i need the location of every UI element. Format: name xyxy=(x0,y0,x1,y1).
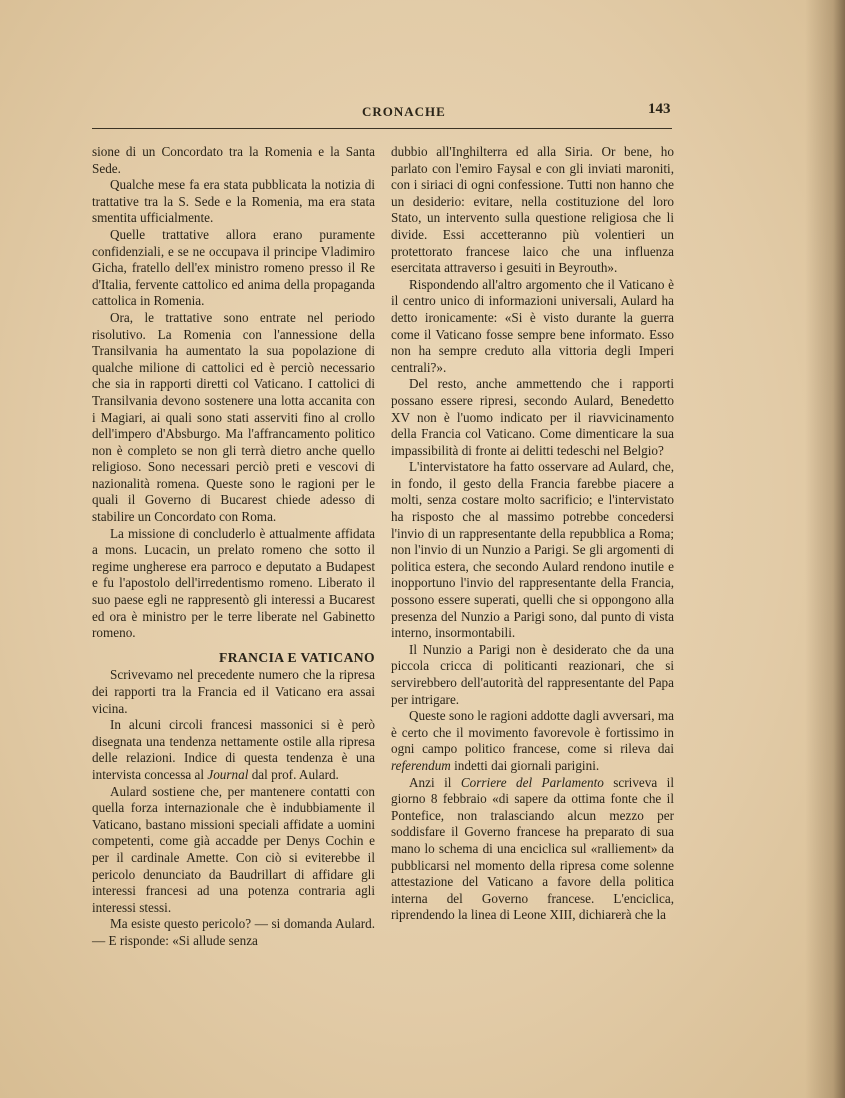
paragraph xyxy=(391,708,674,774)
italic-title: Corriere del Parlamento xyxy=(460,774,604,790)
text-run: Queste sono le ragioni addotte dagli avversari, ma è certo che il movimento favorevole è fortissimo in ogni campo politico francese, come si rileva dai xyxy=(391,708,674,757)
paragraph: L'intervistatore ha fatto osservare ad Aulard, che, in fondo, il gesto della Francia farebbe piacere a molti, senza costare molto sacrificio; e l'intervistato ha risposto che al massimo potrebbe concedersi l'invio di un rappresentante della repubblica a Roma; non l'invio di un Nunzio a Parigi. Se gli argomenti di politica estera, che secondo Aulard rendono inutile e inopportuno l'invio del rappresentante della Francia, possono essere superati, quelli che si oppongono alla presenza del Nunzio a Parigi sono, dal punto di vista interno, insormontabili. xyxy=(391,459,674,641)
paragraph: dubbio all'Inghilterra ed alla Siria. Or bene, ho parlato con l'emiro Faysal e con gli inviati maroniti, con i siriaci di ogni confessione. Tutti non hanno che un desiderio: evitare, nella costituzione del loro Stato, un intervento sulla questione religiosa che li divide. Essi accetteranno più volentieri un protettorato francese laico che una influenza esercitata attraverso i gesuiti in Beyrouth». xyxy=(391,144,674,276)
right-column xyxy=(391,144,674,924)
text-run: dal prof. Aulard. xyxy=(251,766,339,782)
paragraph: Scrivevamo nel precedente numero che la ripresa dei rapporti tra la Francia ed il Vaticano era assai vicina. xyxy=(92,667,375,716)
text-run: In alcuni circoli francesi massonici si è però disegnata una tendenza nettamente ostile alla ripresa delle relazioni. Indice di questa tendenza è una intervista concessa al xyxy=(92,717,375,782)
paragraph: Quelle trattative allora erano puramente confidenziali, e se ne occupava il principe Vladimiro Gicha, fratello dell'ex ministro romeno presso il Re d'Italia, fervente cattolico ed anima della propaganda cattolica in Romenia. xyxy=(92,226,375,309)
section-title: FRANCIA E VATICANO xyxy=(219,649,375,665)
text-run: indetti dai giornali parigini. xyxy=(454,757,600,773)
paragraph xyxy=(391,775,674,924)
paragraph xyxy=(92,717,375,783)
paragraph: La missione di concluderlo è attualmente affidata a mons. Lucacin, un prelato romeno che sotto il regime ungherese era parroco e deputato a Budapest e fu l'apostolo dell'irredentismo romeno. Liberato il suo paese egli ne rappresentò gli interessi a Bucarest ed ora è ministro per le terre liberate nel Gabinetto romeno. xyxy=(92,525,375,641)
paragraph: Qualche mese fa era stata pubblicata la notizia di trattative tra la S. Sede e la Romenia, ma era stata smentita ufficialmente. xyxy=(92,177,375,226)
text-run: scriveva il giorno 8 febbraio «di sapere da ottima fonte che il Pontefice, non tralasciando alcun mezzo per soddisfare il Governo francese ha preparato di sua mano lo schema di una enciclica sul «ralliement» da pubblicarsi nel momento della ripresa come solenne attestazione del Vaticano a favore della politica interna del Governo francese. L'enciclica, riprendendo la linea di Leone XIII, dichiarerà che la xyxy=(391,774,674,923)
paragraph: Il Nunzio a Parigi non è desiderato che da una piccola cricca di politicanti reazionari, che si servirebbero dell'autorità del rappresentante del Papa per intrigare. xyxy=(391,641,674,707)
left-column xyxy=(92,144,375,950)
paragraph: Rispondendo all'altro argomento che il Vaticano è il centro unico di informazioni universali, Aulard ha detto ironicamente: «Si è visto durante la guerra come il Vaticano fosse sempre bene informato. Esso non ha sempre creduto alla vittoria degli Imperi centrali?». xyxy=(391,276,674,375)
italic-title: Journal xyxy=(207,766,249,782)
paragraph: Aulard sostiene che, per mantenere contatti con quella forza internazionale che è indubbiamente il Vaticano, bastano missioni speciali affidate a uomini competenti, come già accadde per Denys Cochin e per il cardinale Amette. Con ciò si eviterebbe il pericolo denunciato da Baudrillart di affidare gli interessi francesi ad una potenza contraria agli interessi stessi. xyxy=(92,783,375,915)
header-title: CRONACHE xyxy=(362,104,446,119)
paragraph: Ma esiste questo pericolo? — si domanda Aulard. — E risponde: «Si allude senza xyxy=(92,916,375,948)
running-header xyxy=(92,101,672,129)
italic-term: referendum xyxy=(391,757,451,773)
page-number: 143 xyxy=(648,101,671,117)
paragraph: sione di un Concordato tra la Romenia e la Santa Sede. xyxy=(92,144,375,176)
paragraph: Ora, le trattative sono entrate nel periodo risolutivo. La Romenia con l'annessione della Transilvania ha aumentato la sua popolazione di qualche milione di cattolici ed è perciò necessario che sia in rapporti diretti col Vaticano. I cattolici di Transilvania devono sostenere una lotta accanita con i Magiari, ai quali sono stati asserviti fino al crollo dell'impero d'Absburgo. Ma l'affrancamento politico non è completo se non gli terrà dietro anche quello religioso. Sono necessari perciò preti e vescovi di nazionalità romena. Queste sono le ragioni per le quali il Governo di Bucarest chiede adesso di stabilire un Concordato con Roma. xyxy=(92,309,375,525)
page-edge-shadow xyxy=(805,0,845,1098)
paragraph: Del resto, anche ammettendo che i rapporti possano essere ripresi, secondo Aulard, Benedetto XV non è l'uomo indicato per il riavvicinamento della Francia col Vaticano. Come dimenticare la sua impassibilità di fronte ai delitti tedeschi nel Belgio? xyxy=(391,376,674,458)
text-run: Anzi il xyxy=(409,774,452,790)
